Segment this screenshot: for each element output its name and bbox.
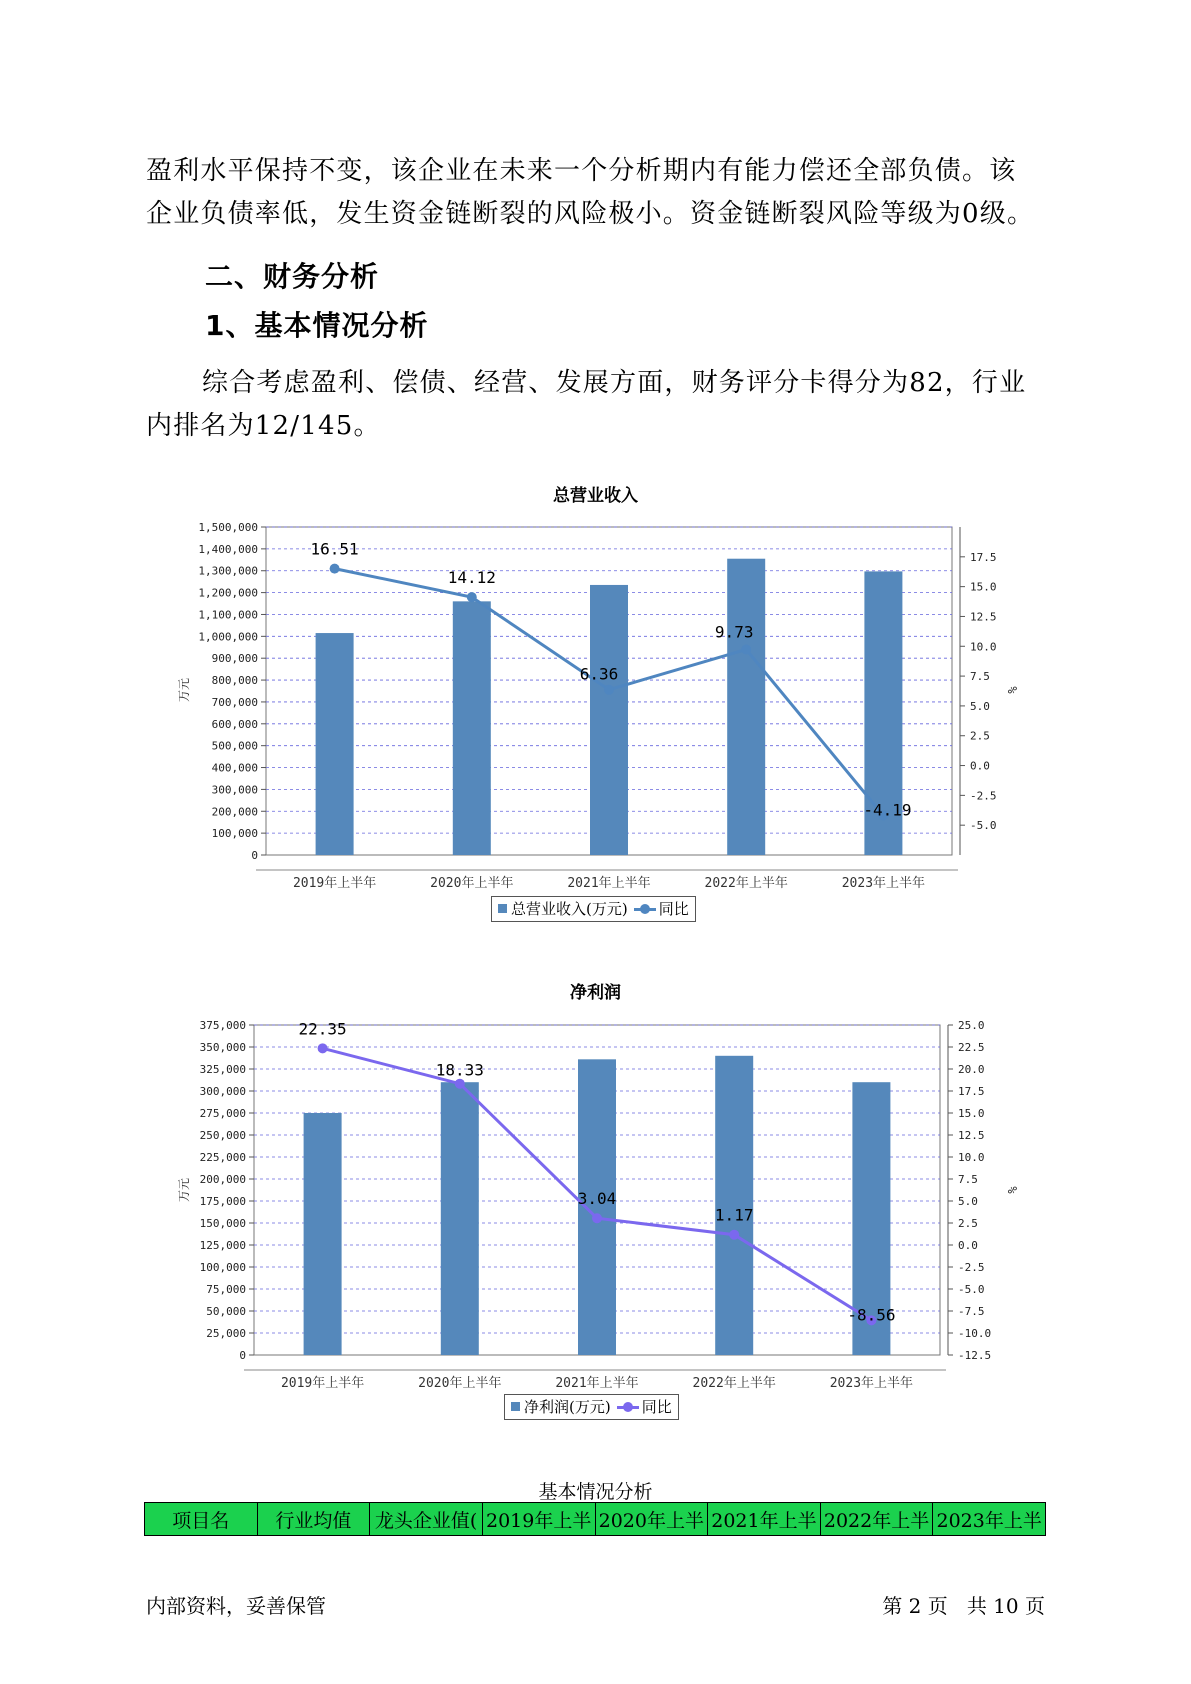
x-tick-label: 2019年上半年 — [280, 1376, 365, 1391]
line-legend-swatch — [617, 1402, 639, 1412]
chart-title-revenue: 总营业收入 — [553, 486, 638, 506]
legend-item-yoy: 同比 — [641, 1398, 672, 1416]
table-header-cell: 2022年上半 — [820, 1503, 933, 1536]
y-tick-label: 150,000 — [199, 1217, 246, 1230]
yoy-data-label: -8.56 — [847, 1305, 896, 1325]
y2-tick-label: 17.5 — [970, 550, 997, 564]
table-header-cell: 2021年上半 — [708, 1503, 821, 1536]
y-tick-label: 275,000 — [199, 1107, 246, 1120]
y-tick-label: 0 — [251, 849, 258, 862]
y2-tick-label: 15.0 — [958, 1107, 985, 1120]
y-tick-label: 300,000 — [211, 783, 258, 797]
y-tick-label: 1,300,000 — [198, 564, 258, 578]
yoy-point — [729, 1230, 739, 1240]
yoy-data-label: 6.36 — [579, 664, 619, 684]
legend-item-yoy: 同比 — [658, 900, 689, 918]
x-tick-label: 2023年上半年 — [829, 1376, 914, 1391]
y-tick-label: 225,000 — [199, 1151, 246, 1164]
y2-tick-label: 15.0 — [970, 580, 997, 594]
yoy-data-label: 18.33 — [435, 1060, 484, 1080]
paragraph-line: 内排名为12/145。 — [146, 411, 381, 441]
y-tick-label: 100,000 — [199, 1261, 246, 1274]
paragraph-line: 盈利水平保持不变，该企业在未来一个分析期内有能力偿还全部负债。该 — [146, 156, 1017, 186]
yoy-point — [318, 1043, 328, 1053]
yoy-data-label: 14.12 — [447, 568, 496, 588]
y2-tick-label: 5.0 — [958, 1195, 978, 1208]
y-tick-label: 300,000 — [199, 1085, 246, 1098]
x-tick-label: 2019年上半年 — [292, 876, 377, 891]
y-tick-label: 200,000 — [199, 1173, 246, 1186]
legend-item-revenue: 总营业收入(万元) — [511, 900, 628, 918]
y2-tick-label: 0.0 — [958, 1239, 978, 1252]
y-tick-label: 600,000 — [211, 717, 258, 731]
y2-tick-label: 2.5 — [970, 729, 990, 743]
y-tick-label: 250,000 — [199, 1129, 246, 1142]
y2-tick-label: -2.5 — [958, 1261, 985, 1274]
y-tick-label: 325,000 — [199, 1063, 246, 1076]
yoy-data-label: 22.35 — [298, 1019, 347, 1039]
y2-tick-label: 25.0 — [958, 1019, 985, 1032]
subsection-heading: 1、基本情况分析 — [205, 309, 429, 342]
y2-axis-label: % — [1005, 686, 1019, 694]
bar-legend-swatch — [511, 1402, 520, 1411]
x-tick-label: 2020年上半年 — [430, 876, 514, 891]
x-tick-label: 2020年上半年 — [418, 1376, 502, 1391]
bar — [304, 1113, 342, 1355]
y2-tick-label: 20.0 — [958, 1063, 985, 1076]
yoy-data-label: -4.19 — [863, 800, 912, 820]
y2-tick-label: 7.5 — [970, 670, 990, 684]
y2-tick-label: 12.5 — [970, 610, 997, 624]
table-header-cell: 2020年上半 — [595, 1503, 708, 1536]
y2-tick-label: -12.5 — [958, 1349, 992, 1362]
yoy-point — [455, 1079, 465, 1089]
chart-title-net-profit: 净利润 — [570, 983, 621, 1003]
y-tick-label: 800,000 — [211, 674, 258, 688]
table-header-cell: 2019年上半 — [482, 1503, 595, 1536]
x-tick-label: 2021年上半年 — [555, 1376, 639, 1391]
legend-item-net-profit: 净利润(万元) — [524, 1398, 611, 1416]
net-profit-chart-legend — [504, 1394, 679, 1420]
yoy-data-label: 3.04 — [577, 1189, 617, 1209]
x-tick-label: 2021年上半年 — [567, 876, 651, 891]
y2-tick-label: -5.0 — [970, 819, 997, 833]
y-axis-label: 万元 — [177, 677, 191, 703]
y-tick-label: 350,000 — [199, 1041, 246, 1054]
paragraph-line: 企业负债率低，发生资金链断裂的风险极小。资金链断裂风险等级为0级。 — [146, 199, 1035, 229]
table-header-cell: 2023年上半 — [933, 1503, 1046, 1536]
table-header-cell: 项目名 — [145, 1503, 258, 1536]
bar — [441, 1082, 479, 1355]
footer-left-text: 内部资料，妥善保管 — [146, 1594, 326, 1618]
y-tick-label: 50,000 — [206, 1305, 246, 1318]
y2-tick-label: 10.0 — [958, 1151, 985, 1164]
y-tick-label: 400,000 — [211, 761, 258, 775]
y-tick-label: 25,000 — [206, 1327, 246, 1340]
y2-tick-label: 5.0 — [970, 699, 990, 713]
y2-tick-label: -10.0 — [958, 1327, 992, 1340]
yoy-point — [592, 1213, 602, 1223]
y2-tick-label: 17.5 — [958, 1085, 985, 1098]
y2-axis-label: % — [1005, 1186, 1019, 1194]
y-tick-label: 0 — [239, 1349, 246, 1362]
x-tick-label: 2022年上半年 — [692, 1376, 776, 1391]
y2-tick-label: 22.5 — [958, 1041, 985, 1054]
y-tick-label: 100,000 — [211, 827, 258, 841]
paragraph-line: 综合考虑盈利、偿债、经营、发展方面，财务评分卡得分为82，行业 — [202, 368, 1027, 398]
yoy-data-label: 16.51 — [310, 539, 359, 559]
y-tick-label: 1,200,000 — [198, 586, 258, 600]
y-tick-label: 75,000 — [206, 1283, 246, 1296]
y2-tick-label: 7.5 — [958, 1173, 978, 1186]
table-header-row — [145, 1503, 1046, 1536]
x-tick-label: 2023年上半年 — [841, 876, 926, 891]
y-tick-label: 1,400,000 — [198, 542, 258, 556]
y2-tick-label: 2.5 — [958, 1217, 978, 1230]
y2-tick-label: 12.5 — [958, 1129, 985, 1142]
y-tick-label: 375,000 — [199, 1019, 246, 1032]
table-caption: 基本情况分析 — [538, 1481, 653, 1503]
y2-tick-label: -7.5 — [958, 1305, 985, 1318]
basic-analysis-table — [144, 1502, 1046, 1536]
y2-tick-label: 0.0 — [970, 759, 990, 773]
y-tick-label: 700,000 — [211, 695, 258, 709]
y-axis-label: 万元 — [177, 1177, 191, 1203]
table-header-cell: 行业均值 — [257, 1503, 370, 1536]
yoy-data-label: 1.17 — [714, 1205, 754, 1225]
footer-page-number: 第 2 页 共 10 页 — [882, 1594, 1045, 1618]
section-heading: 二、财务分析 — [205, 260, 380, 293]
y2-tick-label: 10.0 — [970, 640, 997, 654]
y-tick-label: 500,000 — [211, 739, 258, 753]
y-tick-label: 1,000,000 — [198, 630, 258, 644]
yoy-data-label: 9.73 — [714, 622, 754, 642]
y2-tick-label: -2.5 — [970, 789, 997, 803]
y-tick-label: 200,000 — [211, 805, 258, 819]
y-tick-label: 175,000 — [199, 1195, 246, 1208]
x-tick-label: 2022年上半年 — [704, 876, 788, 891]
y2-tick-label: -5.0 — [958, 1283, 985, 1296]
y-tick-label: 900,000 — [211, 652, 258, 666]
y-tick-label: 1,100,000 — [198, 608, 258, 622]
table-header-cell: 龙头企业值( — [370, 1503, 483, 1536]
y-tick-label: 125,000 — [199, 1239, 246, 1252]
y-tick-label: 1,500,000 — [198, 521, 258, 534]
